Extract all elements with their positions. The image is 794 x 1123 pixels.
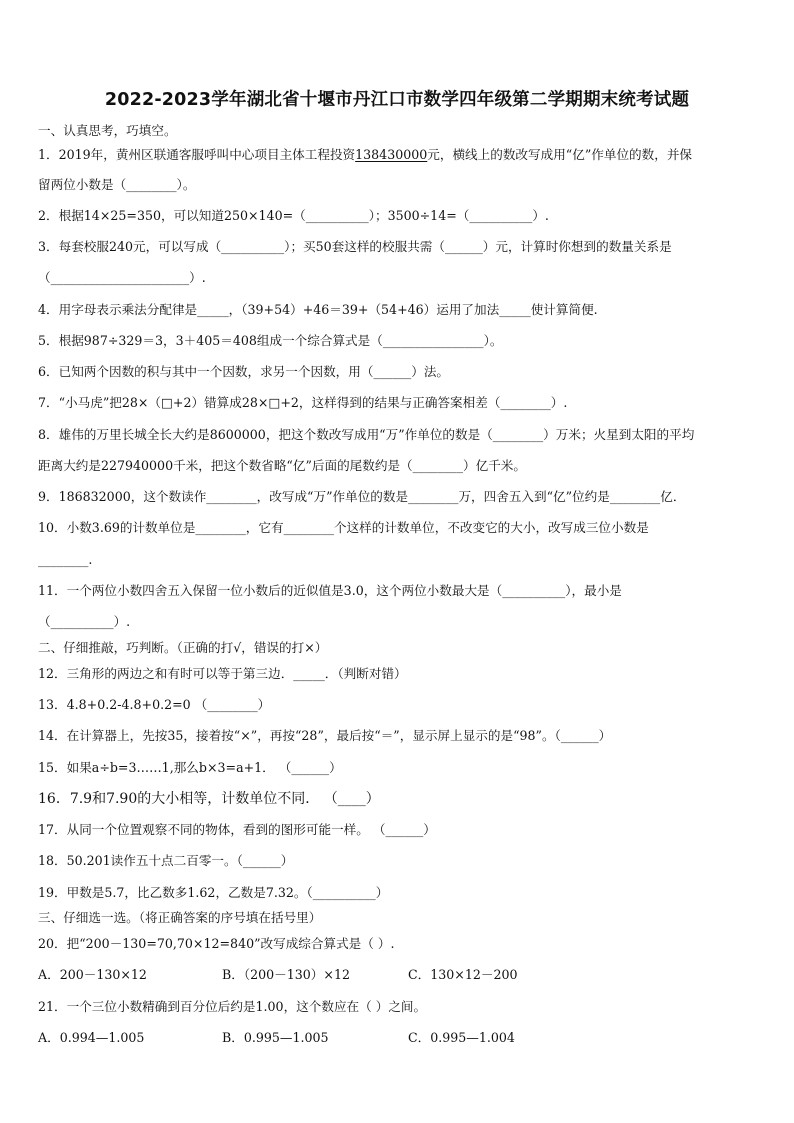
- question-1-line-2: 留两位小数是（________）。: [38, 177, 196, 192]
- question-21: 21．一个三位小数精确到百分位后约是1.00，这个数应在（ ）之间。: [38, 999, 427, 1014]
- question-2: 2．根据14×25=350，可以知道250×140=（__________）；3500÷14=（__________）.: [38, 208, 549, 223]
- question-12: 12．三角形的两边之和有时可以等于第三边．_____．（判断对错）: [38, 666, 407, 681]
- underlined-amount: 138430000: [355, 147, 428, 162]
- question-4: 4．用字母表示乘法分配律是_____，（39+54）+46＝39+（54+46）运用了加法_____使计算简便.: [38, 302, 598, 317]
- section-heading: 一、认真思考，巧填空。: [38, 123, 177, 138]
- question-1-line-1: [38, 147, 692, 163]
- question-3-line-1: 3．每套校服240元，可以写成（__________）；买50套这样的校服共需（______）元，计算时你想到的数量关系是: [38, 239, 672, 254]
- question-11-line-2: （__________）.: [38, 614, 131, 629]
- question-11-line-1: 11．一个两位小数四舍五入保留一位小数后的近似值是3.0，这个两位小数最大是（__________），最小是: [38, 583, 622, 598]
- question-7: 7．“小马虎”把28×（□+2）错算成28×□+2，这样得到的结果与正确答案相差（________）.: [38, 395, 568, 410]
- question-8-line-2: 距离大约是227940000千米，把这个数省略“亿”后面的尾数约是（________）亿千米。: [38, 458, 526, 473]
- option-c: C．0.995—1.004: [408, 1030, 515, 1045]
- question-9: 9．186832000，这个数读作________，改写成“万”作单位的数是________万，四舍五入到“亿”位约是________亿．: [38, 489, 686, 504]
- question-10-line-1: 10．小数3.69的计数单位是________，它有________个这样的计数单位，不改变它的大小，改写成三位小数是: [38, 520, 649, 535]
- question-3-line-2: （______________________）.: [38, 270, 206, 285]
- option-b: B．（200－130）×12: [222, 967, 350, 982]
- option-b: B．0.995—1.005: [222, 1030, 329, 1045]
- question-14: 14．在计算器上，先按35，接着按“×”，再按“28”，最后按“＝”，显示屏上显示的是“98”。（______）: [38, 728, 612, 743]
- question-text: 1．2019年，黄州区联通客服呼叫中心项目主体工程投资: [38, 147, 356, 162]
- question-10-line-2: ________.: [38, 552, 93, 567]
- question-15: 15．如果a÷b=3……1,那么b×3=a+1． （______）: [38, 760, 342, 775]
- question-16: 16．7.9和7.90的大小相等，计数单位不同． （____）: [38, 791, 380, 807]
- page-title: 2022-2023学年湖北省十堰市丹江口市数学四年级第二学期期末统考试题: [104, 90, 690, 110]
- question-5: 5．根据987÷329＝3，3＋405＝408组成一个综合算式是（________________）。: [38, 333, 503, 348]
- question-6: 6．已知两个因数的积与其中一个因数，求另一个因数，用（______）法。: [38, 364, 450, 379]
- question-text: 元，横线上的数改写成用“亿”作单位的数，并保: [427, 147, 693, 162]
- question-20: 20．把“200－130=70,70×12=840”改写成综合算式是（ ）.: [38, 936, 395, 951]
- question-8-line-1: 8．雄伟的万里长城全长大约是8600000，把这个数改写成用“万”作单位的数是（________）万米；火星到太阳的平均: [38, 427, 695, 442]
- question-13: 13．4.8+0.2-4.8+0.2=0 （________）: [38, 697, 271, 712]
- option-a: A．0.994—1.005: [38, 1030, 145, 1045]
- question-18: 18．50.201读作五十点二百零一。（______）: [38, 853, 294, 868]
- question-19: 19．甲数是5.7，比乙数多1.62，乙数是7.32。（__________）: [38, 885, 389, 900]
- section-heading: 三、仔细选一选。（将正确答案的序号填在括号里）: [38, 910, 322, 925]
- section-heading: 二、仔细推敲，巧判断。（正确的打√，错误的打×）: [38, 640, 328, 655]
- question-17: 17．从同一个位置观察不同的物体，看到的图形可能一样。 （______）: [38, 822, 436, 837]
- option-a: A．200－130×12: [38, 967, 147, 982]
- option-c: C．130×12－200: [408, 967, 518, 982]
